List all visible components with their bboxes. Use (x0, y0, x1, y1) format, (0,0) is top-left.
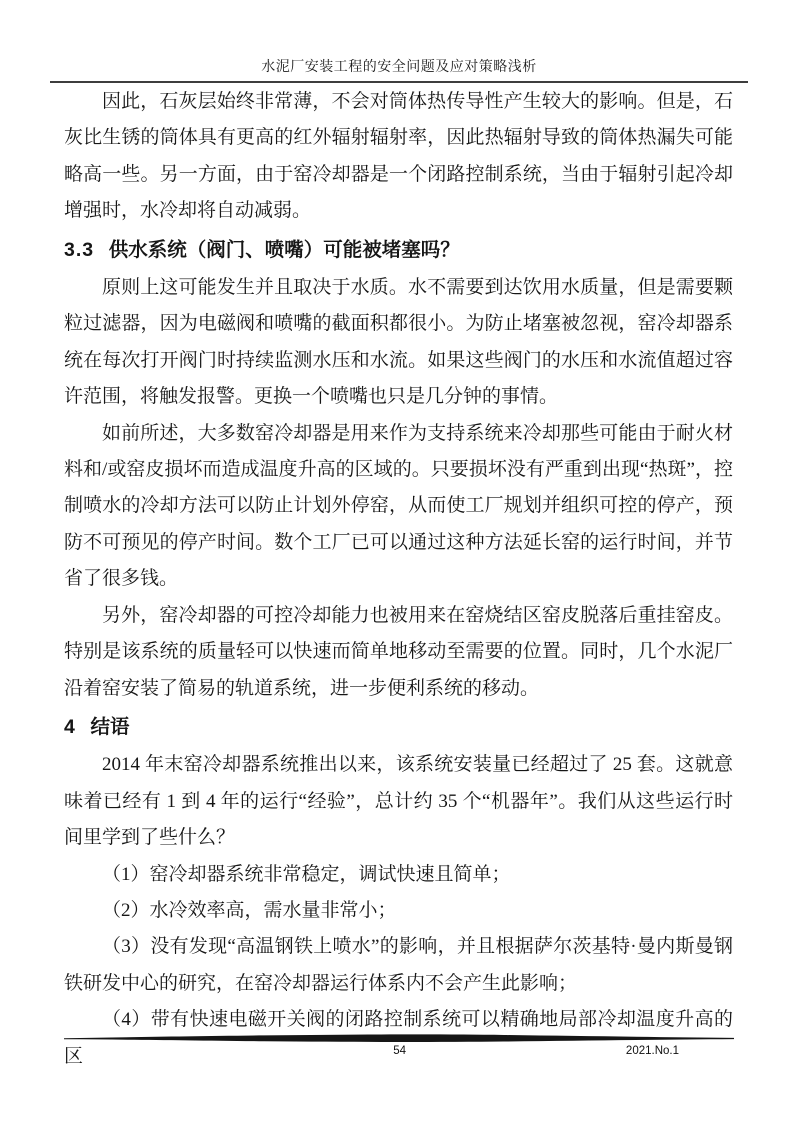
list-item: （2）水冷效率高，需水量非常小； (102, 899, 397, 921)
running-title: 水泥厂安装工程的安全问题及应对策略浅析 (261, 60, 537, 75)
list-item: （4）带有快速电磁开关阀的闭路控制系统可以精确地局部冷却温度升高的区 (64, 1009, 733, 1067)
section-number: 4 (64, 715, 76, 738)
paragraph: 如前所述，大多数窑冷却器是用来作为支持系统来冷却那些可能由于耐火材料和/或窑皮损坏而造成温度升高的区域的。只要损坏没有严重到出现“热斑”，控制喷水的冷却方法可以防止计划外停窑，从而使工厂规划并组织可控的停产，预防不可预见的停产时间。数个工厂已可以通过这种方法延长窑的运行时间，并节省了很多钱。 (64, 422, 733, 590)
section-heading-3-3 (64, 232, 733, 268)
page-header (50, 0, 748, 83)
section-title: 供水系统（阀门、喷嘴）可能被堵塞吗？ (108, 238, 460, 261)
article-body (64, 84, 733, 1075)
issue-label: 2021.No.1 (625, 1045, 679, 1057)
section-title: 结语 (90, 715, 130, 738)
paragraph: 2014 年末窑冷却器系统推出以来，该系统安装量已经超过了 25 套。这就意味着已经有 1 到 4 年的运行“经验”，总计约 35 个“机器年”。我们从这些运行时间里学到了些什么？ (64, 754, 733, 849)
section-heading-4 (64, 709, 733, 745)
page-footer (64, 1032, 734, 1060)
list-item: （1）窑冷却器系统非常稳定，调试快速且简单； (102, 863, 511, 885)
page-number: 54 (393, 1045, 407, 1057)
paragraph: 因此，石灰层始终非常薄，不会对筒体热传导性产生较大的影响。但是，石灰比生锈的筒体具有更高的红外辐射辐射率，因此热辐射导致的筒体热漏失可能略高一些。另一方面，由于窑冷却器是一个闭路控制系统，当由于辐射引起冷却增强时，水冷却将自动减弱。 (64, 91, 733, 222)
list-item: （3）没有发现“高温钢铁上喷水”的影响，并且根据萨尔茨基特·曼内斯曼钢铁研发中心的研究，在窑冷却器运行体系内不会产生此影响； (64, 936, 733, 994)
paragraph: 另外，窑冷却器的可控冷却能力也被用来在窑烧结区窑皮脱落后重挂窑皮。特别是该系统的质量轻可以快速而简单地移动至需要的位置。同时，几个水泥厂沿着窑安装了简易的轨道系统，进一步便利系统的移动。 (64, 604, 733, 699)
footer-row (64, 1044, 734, 1060)
paragraph: 原则上这可能发生并且取决于水质。水不需要到达饮用水质量，但是需要颗粒过滤器，因为电磁阀和喷嘴的截面积都很小。为防止堵塞被忽视，窑冷却器系统在每次打开阀门时持续监测水压和水流。如果这些阀门的水压和水流值超过容许范围，将触发报警。更换一个喷嘴也只是几分钟的事情。 (64, 277, 733, 408)
footer-rule (64, 1032, 734, 1044)
section-number: 3.3 (64, 238, 95, 261)
